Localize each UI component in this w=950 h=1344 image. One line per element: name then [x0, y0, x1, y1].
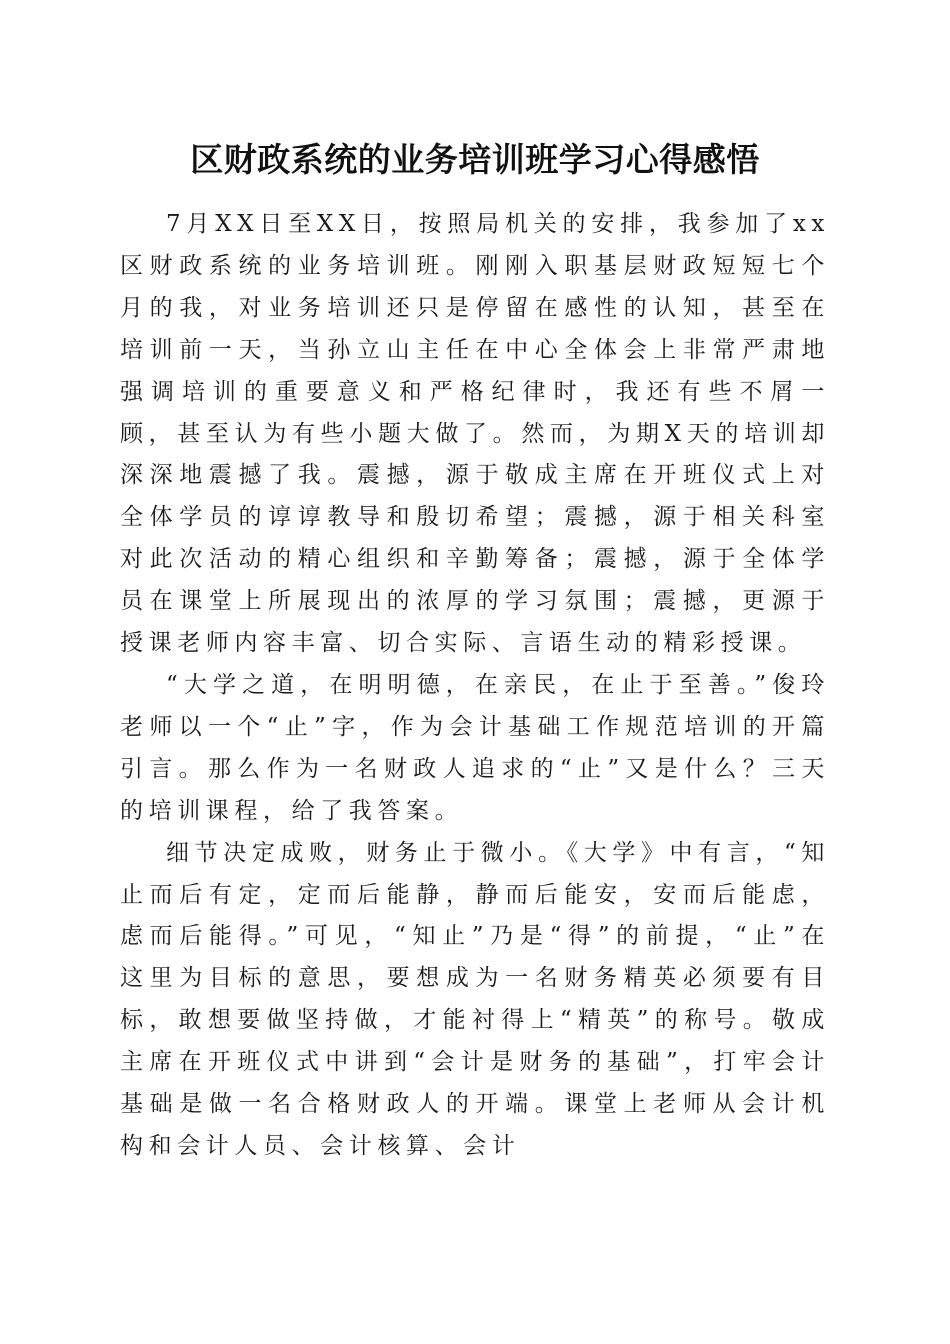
paragraph-1: 7月XX日至XX日，按照局机关的安排，我参加了xx区财政系统的业务培训班。刚刚入职基层财政短短七个月的我，对业务培训还只是停留在感性的认知，甚至在培训前一天，当孙立山主任在中心全体会上非常严肃地强调培训的重要意义和严格纪律时，我还有些不屑一顾，甚至认为有些小题大做了。然而，为期X天的培训却深深地震撼了我。震撼，源于敬成主席在开班仪式上对全体学员的谆谆教导和殷切希望；震撼，源于相关科室对此次活动的精心组织和辛勤筹备；震撼，源于全体学员在课堂上所展现出的浓厚的学习氛围；震撼，更源于授课老师内容丰富、切合实际、言语生动的精彩授课。 [120, 211, 830, 657]
document-body [120, 204, 830, 1168]
paragraph-3: 细节决定成败，财务止于微小。《大学》中有言，“知止而后有定，定而后能静，静而后能安，安而后能虑，虑而后能得。”可见，“知止”乃是“得”的前提，“止”在这里为目标的意思，要想成为一名财务精英必须要有目标，敢想要做坚持做，才能衬得上“精英”的称号。敬成主席在开班仪式中讲到“会计是财务的基础”，打牢会计基础是做一名合格财政人的开端。课堂上老师从会计机构和会计人员、会计核算、会计 [120, 839, 830, 1159]
paragraph-2: “大学之道，在明明德，在亲民，在止于至善。”俊玲老师以一个“止”字，作为会计基础工作规范培训的开篇引言。那么作为一名财政人追求的“止”又是什么？三天的培训课程，给了我答案。 [120, 671, 830, 824]
document-title: 区财政系统的业务培训班学习心得感悟 [190, 140, 760, 179]
